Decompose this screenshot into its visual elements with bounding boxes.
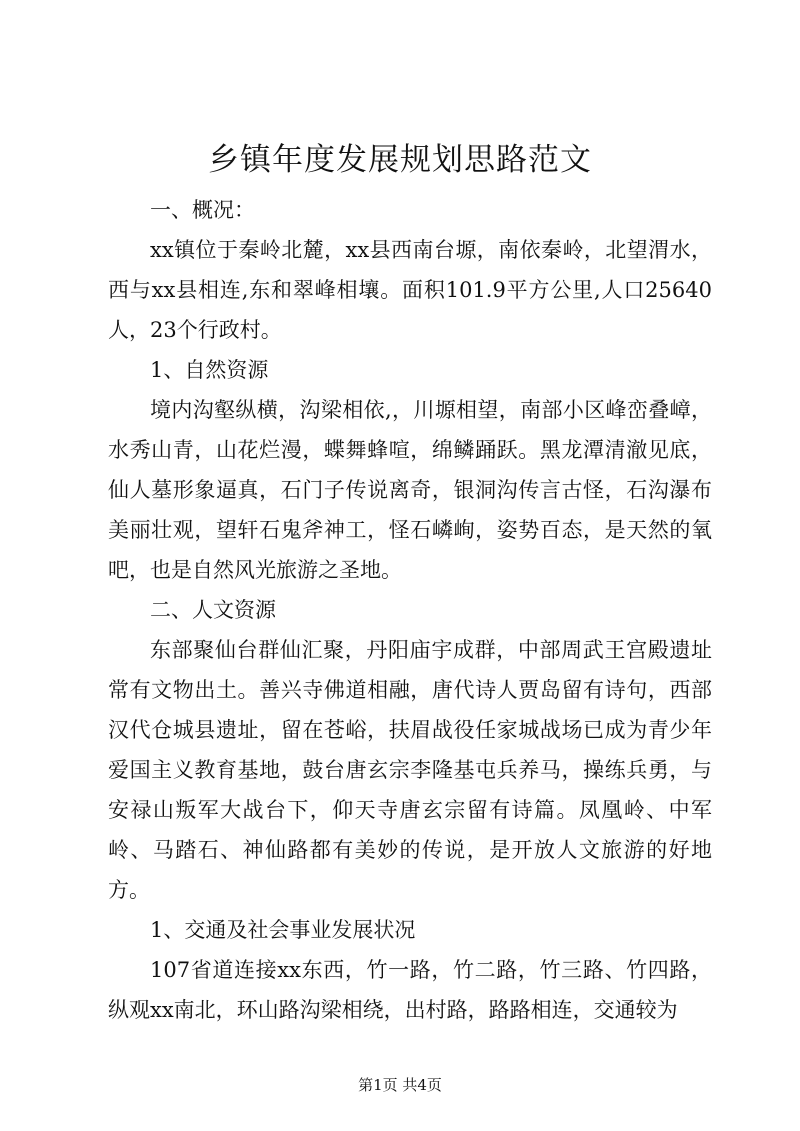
document-body	[108, 190, 712, 1030]
page-number-footer: 第1页 共4页	[358, 1076, 442, 1094]
paragraph-natural-resources-heading: 1、自然资源	[150, 358, 269, 382]
paragraph-transport-heading: 1、交通及社会事业发展状况	[150, 918, 416, 942]
paragraph-overview-heading: 一、概况：	[150, 198, 255, 222]
paragraph-transport: 107省道连接xx东西，竹一路，竹二路，竹三路、竹四路，纵观xx南北，环山路沟梁相绕，出村路，路路相连，交通较为	[108, 958, 712, 1022]
paragraph-natural-resources: 境内沟壑纵横，沟梁相依,，川塬相望，南部小区峰峦叠嶂，水秀山青，山花烂漫，蝶舞蜂喧，绵鳞踊跃。黑龙潭清澈见底，仙人墓形象逼真，石门子传说离奇，银洞沟传言古怪，石沟瀑布美丽壮观，望轩石鬼斧神工，怪石嶙峋，姿势百态，是天然的氧吧，也是自然风光旅游之圣地。	[108, 398, 712, 582]
paragraph-overview: xx镇位于秦岭北麓，xx县西南台塬，南依秦岭，北望渭水，西与xx县相连,东和翠峰相壤。面积101.9平方公里,人口25640人，23个行政村。	[108, 238, 712, 342]
paragraph-cultural-resources-heading: 二、人文资源	[150, 598, 276, 622]
paragraph-cultural-resources: 东部聚仙台群仙汇聚，丹阳庙宇成群，中部周武王宫殿遗址常有文物出土。善兴寺佛道相融，唐代诗人贾岛留有诗句，西部汉代仓城县遗址，留在苍峪，扶眉战役任家城战场已成为青少年爱国主义教育基地，鼓台唐玄宗李隆基屯兵养马，操练兵勇，与安禄山叛军大战台下，仰天寺唐玄宗留有诗篇。凤凰岭、中军岭、马踏石、神仙路都有美妙的传说，是开放人文旅游的好地方。	[108, 638, 712, 902]
document-title: 乡镇年度发展规划思路范文	[208, 142, 592, 178]
